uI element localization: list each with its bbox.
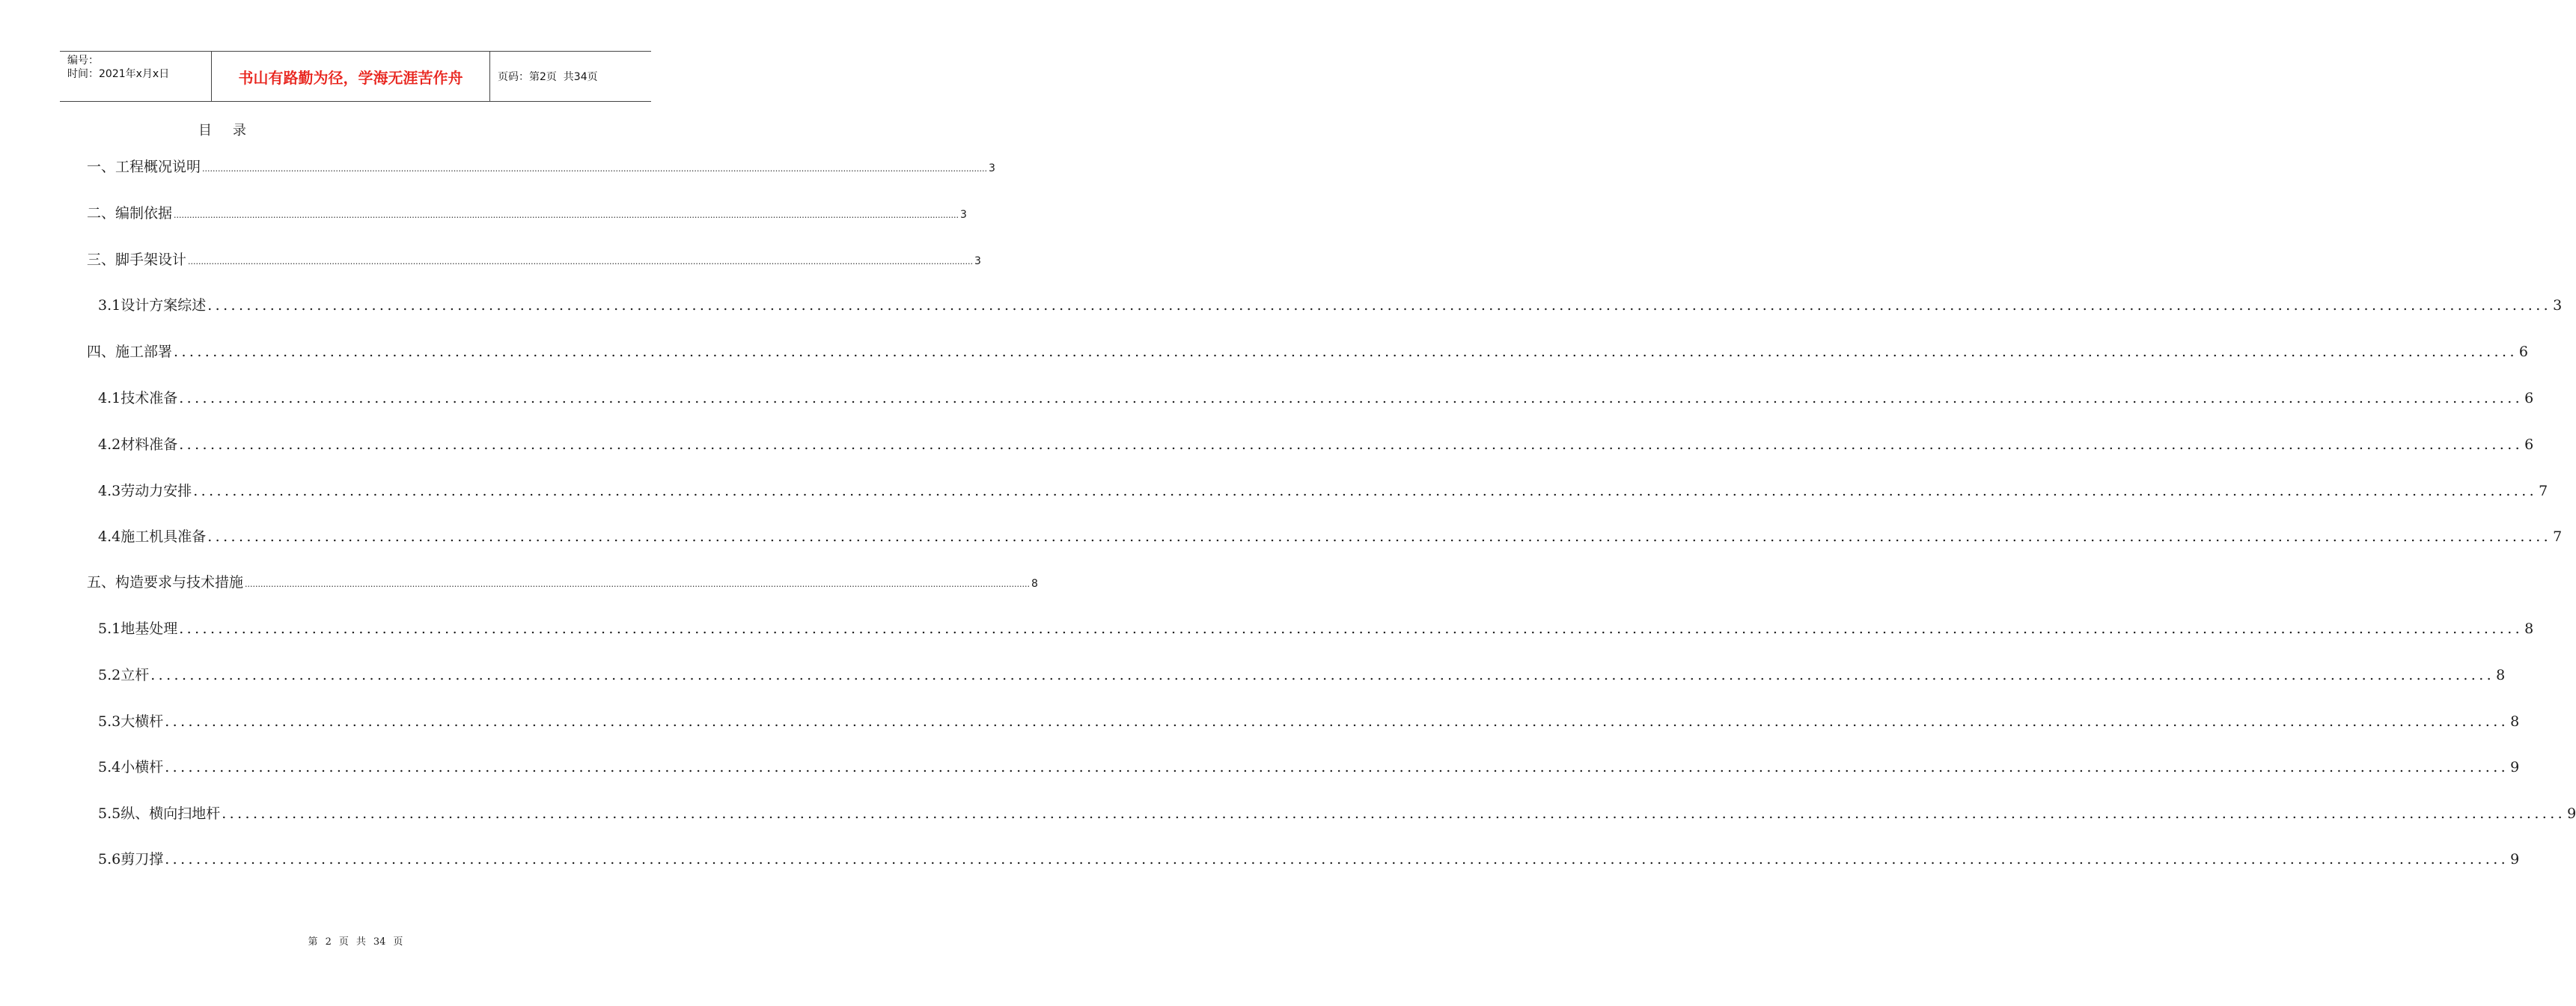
toc-entry[interactable] [98,618,2534,637]
toc-entry-page-number: 9 [2510,759,2520,775]
toc-entry-page-number: 7 [2539,483,2548,499]
toc-entry-label: 5.1地基处理 [98,621,178,637]
header-meta [60,52,211,101]
toc-entry-label: 4.3劳动力安排 [98,483,192,499]
header-time: 时间：2021年x月x日 [67,68,170,80]
toc-entry-page-number: 3 [960,209,967,221]
toc-leader-dots: ............................................................................................................................................................................................................................................................................................................ [165,851,2509,868]
toc-entry[interactable] [87,202,967,222]
toc-entry-label: 五、构造要求与技术措施 [87,574,244,591]
toc-entry[interactable] [87,249,981,268]
toc-entry[interactable] [87,341,2528,360]
toc-entry-label: 4.1技术准备 [98,390,178,406]
toc-leader-dots: ............................................................................................................................................................................................................................................................................................................ [207,297,2552,314]
toc-entry-label: 一、工程概况说明 [87,159,201,175]
page-header [60,51,651,102]
toc-entry-page-number: 8 [2510,713,2520,730]
toc-leader-dots: ............................................................................................................................................................................................................................................................................................................ [174,210,959,220]
toc-entry-label: 5.2立杆 [98,667,150,683]
toc-entry-page-number: 6 [2524,436,2534,453]
header-page-info-text: 页码：第2页 共34页 [498,71,598,83]
toc-entry-label: 5.5纵、横向扫地杆 [98,805,221,822]
toc-entry[interactable] [87,156,995,175]
toc-entry-page-number: 8 [2524,621,2534,637]
toc-entry-page-number: 6 [2524,390,2534,406]
toc-entry[interactable] [98,525,2563,545]
toc-leader-dots: ............................................................................................................................................................................................................................................................................................................ [179,621,2524,637]
footer-current-page: 2 [325,936,332,948]
toc-title [198,120,267,139]
toc-leader-dots: ............................................................................................................................................................................................................................................................................................................ [188,257,973,266]
footer-text-4: 页 [393,936,403,948]
toc-leader-dots: ............................................................................................................................................................................................................................................................................................................ [193,483,2538,499]
toc-leader-dots: ............................................................................................................................................................................................................................................................................................................ [165,713,2509,730]
toc-entry-page-number: 7 [2553,528,2563,545]
toc-leader-dots: ............................................................................................................................................................................................................................................................................................................ [179,390,2524,406]
toc-entry[interactable] [98,802,2576,822]
header-page-info [490,52,651,101]
toc-entry[interactable] [87,571,1038,591]
toc-title-char-2: 录 [233,123,246,138]
toc-leader-dots: ............................................................................................................................................................................................................................................................................................................ [245,579,1030,589]
toc-entry-label: 四、施工部署 [87,344,173,360]
toc-leader-dots: ............................................................................................................................................................................................................................................................................................................ [165,759,2509,775]
toc-entry-page-number: 9 [2510,851,2520,868]
toc-entry-page-number: 3 [974,255,981,267]
toc-leader-dots: ............................................................................................................................................................................................................................................................................................................ [150,667,2495,683]
toc-entry-page-number: 9 [2567,805,2576,822]
toc-leader-dots: ............................................................................................................................................................................................................................................................................................................ [207,528,2552,545]
toc-entry-label: 二、编制依据 [87,205,173,222]
toc-entry-label: 4.4施工机具准备 [98,528,207,545]
toc-entry-label: 5.6剪刀撑 [98,851,164,868]
toc-entry-label: 三、脚手架设计 [87,252,187,268]
toc-title-char-1: 目 [198,123,212,138]
footer-total-pages: 34 [373,936,386,948]
toc-entry[interactable] [98,294,2563,314]
toc-entry-label: 5.4小横杆 [98,759,164,775]
toc-leader-dots: ............................................................................................................................................................................................................................................................................................................ [202,164,987,174]
header-number: 编号： [67,55,99,67]
toc-leader-dots: ............................................................................................................................................................................................................................................................................................................ [222,805,2566,822]
toc-entry-page-number: 3 [989,162,995,174]
toc-entry-page-number: 3 [2553,297,2563,314]
toc-leader-dots: ............................................................................................................................................................................................................................................................................................................ [174,344,2518,360]
toc-entry[interactable] [98,710,2520,730]
toc-leader-dots: ............................................................................................................................................................................................................................................................................................................ [179,436,2524,453]
footer-text-2: 页 [338,936,349,948]
toc-entry[interactable] [98,433,2534,453]
toc-entry[interactable] [98,664,2506,683]
toc-entry-label: 4.2材料准备 [98,436,178,453]
toc-entry[interactable] [98,756,2520,775]
footer-text-3: 共 [355,936,366,948]
toc-entry-page-number: 8 [2496,667,2506,683]
toc-entry[interactable] [98,848,2520,868]
toc-entry[interactable] [98,480,2548,499]
toc-entry-page-number: 8 [1031,578,1038,590]
header-motto: 书山有路勤为径，学海无涯苦作舟 [211,52,490,101]
toc-entry-label: 3.1设计方案综述 [98,297,207,314]
page-footer [0,933,711,948]
toc-entry[interactable] [98,387,2534,406]
footer-text-1: 第 [308,936,318,948]
toc-entry-label: 5.3大横杆 [98,713,164,730]
toc-entry-page-number: 6 [2518,344,2528,360]
